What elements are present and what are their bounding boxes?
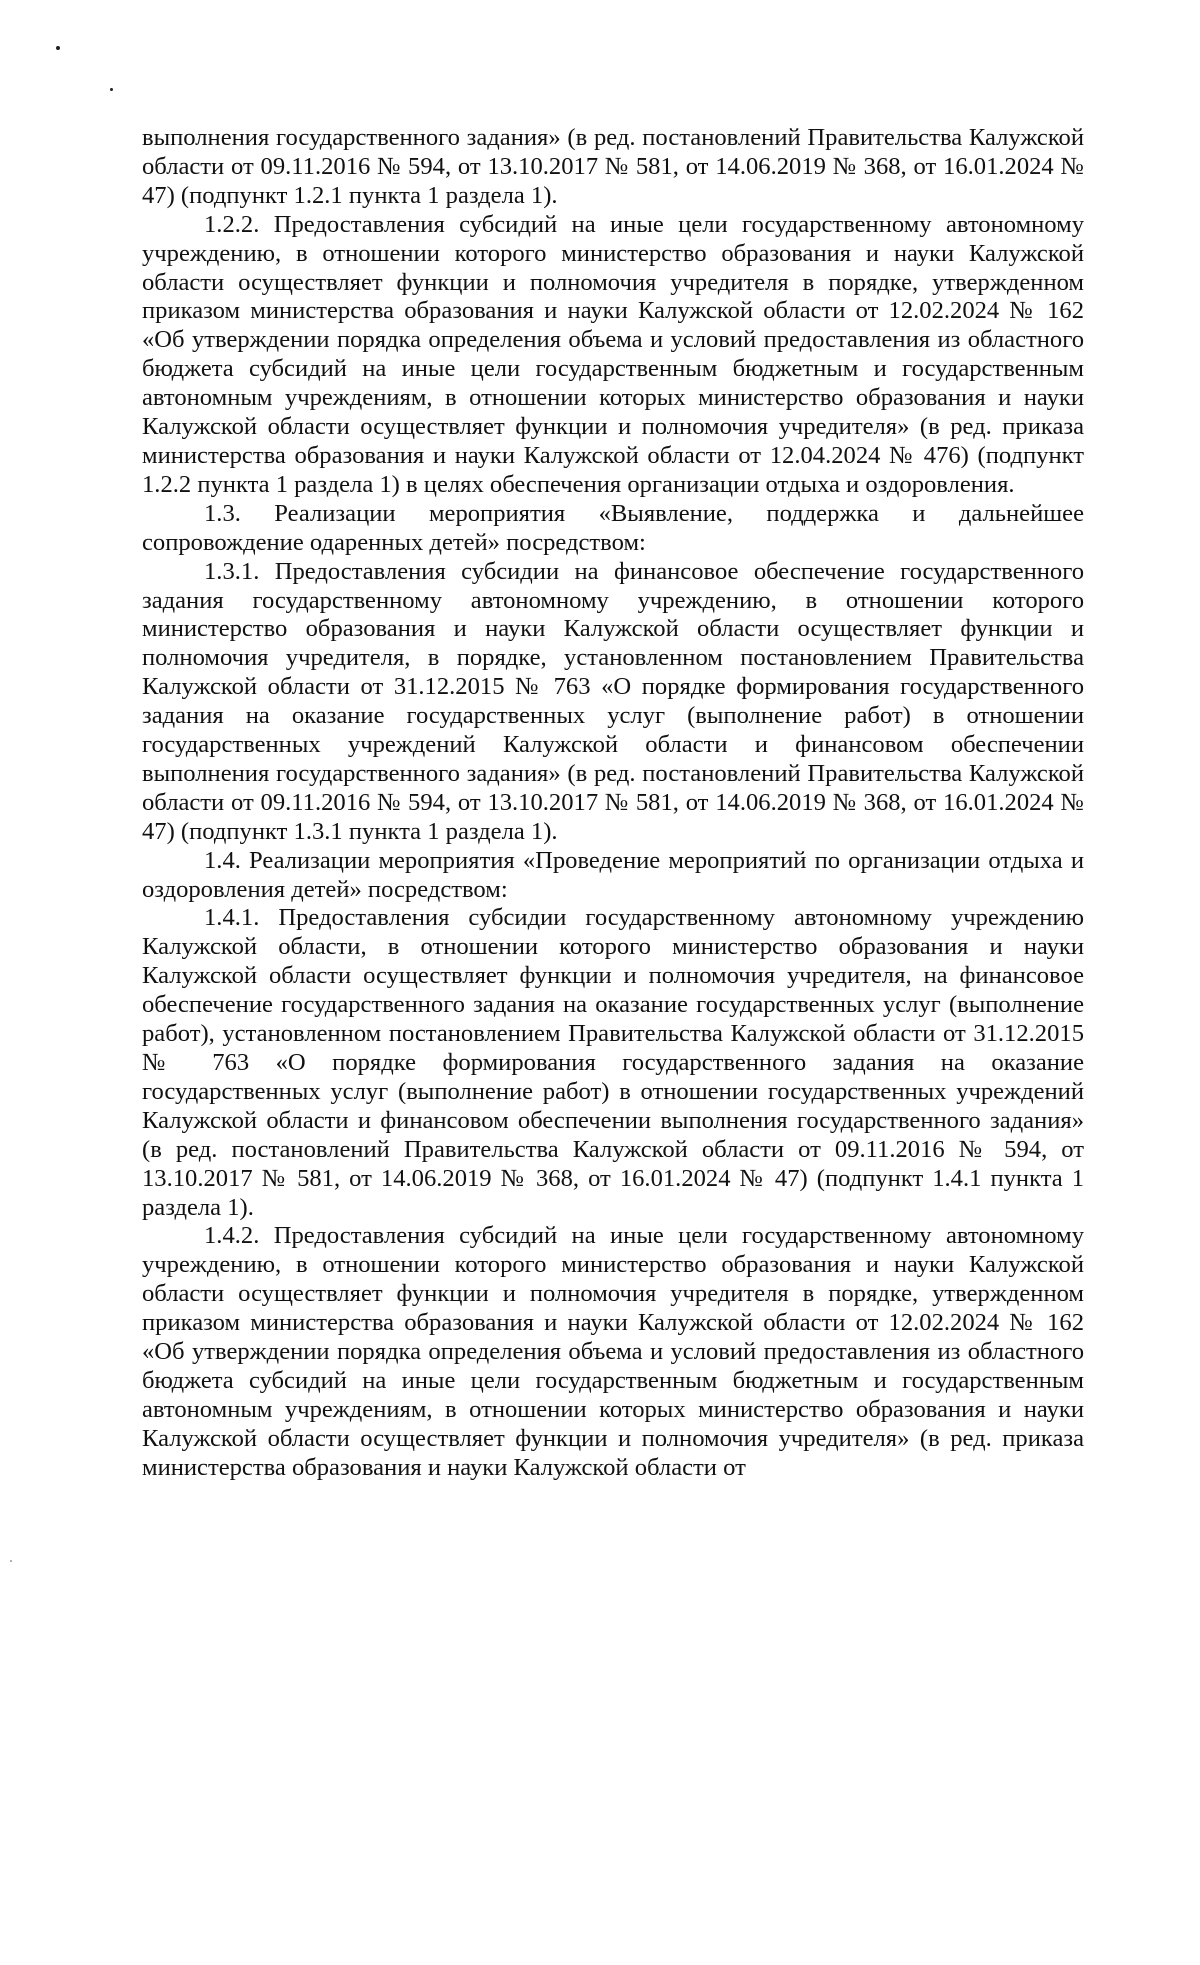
scan-artifact-dot: [110, 88, 113, 91]
paragraph-1-2-2: 1.2.2. Предоставления субсидий на иные цели государственному автономному учреждению, в отношении которого министерство образования и науки Калужской области осуществляет функции и полномочия учредителя в порядке, утвержденном приказом министерства образования и науки Калужской области от 12.02.2024 № 162 «Об утверждении порядка определения объема и условий предоставления из областного бюджета субсидий на иные цели государственным бюджетным и государственным автономным учреждениям, в отношении которых министерство образования и науки Калужской области осуществляет функции и полномочия учредителя» (в ред. приказа министерства образования и науки Калужской области от 12.04.2024 № 476) (подпункт 1.2.2 пункта 1 раздела 1) в целях обеспечения организации отдыха и оздоровления.: [142, 210, 1084, 498]
paragraph-1-4-2: 1.4.2. Предоставления субсидий на иные цели государственному автономному учреждению, в отношении которого министерство образования и науки Калужской области осуществляет функции и полномочия учредителя в порядке, утвержденном приказом министерства образования и науки Калужской области от 12.02.2024 № 162 «Об утверждении порядка определения объема и условий предоставления из областного бюджета субсидий на иные цели государственным бюджетным и государственным автономным учреждениям, в отношении которых министерство образования и науки Калужской области осуществляет функции и полномочия учредителя» (в ред. приказа министерства образования и науки Калужской области от: [142, 1222, 1084, 1481]
paragraph-1-3: 1.3. Реализации мероприятия «Выявление, поддержка и дальнейшее сопровождение одаренных детей» посредством:: [142, 499, 1084, 556]
paragraph-1-3-1: 1.3.1. Предоставления субсидии на финансовое обеспечение государственного задания государственному автономному учреждению, в отношении которого министерство образования и науки Калужской области осуществляет функции и полномочия учредителя, в порядке, установленном постановлением Правительства Калужской области от 31.12.2015 № 763 «О порядке формирования государственного задания на оказание государственных услуг (выполнение работ) в отношении государственных учреждений Калужской области и финансовом обеспечении выполнения государственного задания» (в ред. постановлений Правительства Калужской области от 09.11.2016 № 594, от 13.10.2017 № 581, от 14.06.2019 № 368, от 16.01.2024 № 47) (подпункт 1.3.1 пункта 1 раздела 1).: [142, 557, 1084, 845]
document-body: [142, 124, 1084, 1483]
paragraph-1-4-1: 1.4.1. Предоставления субсидии государственному автономному учреждению Калужской области, в отношении которого министерство образования и науки Калужской области осуществляет функции и полномочия учредителя, на финансовое обеспечение государственного задания на оказание государственных услуг (выполнение работ), установленном постановлением Правительства Калужской области от 31.12.2015 № 763 «О порядке формирования государственного задания на оказание государственных услуг (выполнение работ) в отношении государственных учреждений Калужской области и финансовом обеспечении выполнения государственного задания» (в ред. постановлений Правительства Калужской области от 09.11.2016 № 594, от 13.10.2017 № 581, от 14.06.2019 № 368, от 16.01.2024 № 47) (подпункт 1.4.1 пункта 1 раздела 1).: [142, 904, 1084, 1221]
paragraph-1-4: 1.4. Реализации мероприятия «Проведение мероприятий по организации отдыха и оздоровления детей» посредством:: [142, 846, 1084, 903]
scan-artifact-dot: [56, 46, 60, 50]
paragraph-continuation: выполнения государственного задания» (в ред. постановлений Правительства Калужской области от 09.11.2016 № 594, от 13.10.2017 № 581, от 14.06.2019 № 368, от 16.01.2024 № 47) (подпункт 1.2.1 пункта 1 раздела 1).: [142, 124, 1084, 209]
scan-artifact-dot: [10, 1560, 12, 1562]
